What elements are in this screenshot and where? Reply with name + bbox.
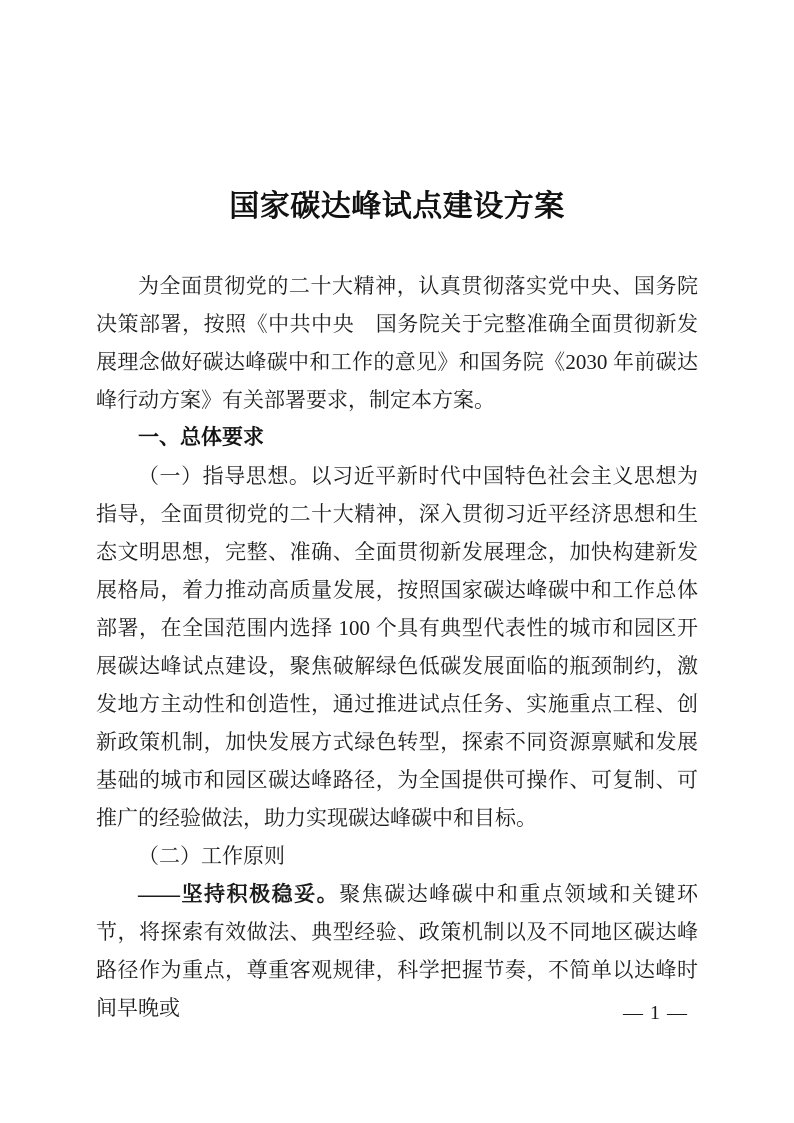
intro-paragraph [96,267,698,419]
page-number: — 1 — [623,1002,688,1024]
guiding-thought-text: 以习近平新时代中国特色社会主义思想为指导，全面贯彻党的二十大精神，深入贯彻习近平经济思想和生态文明思想，完整、准确、全面贯彻新发展理念，加快构建新发展格局，着力推动高质量发展，按照国家碳达峰碳中和工作总体部署，在全国范围内选择 100 个具有典型代表性的城市和园区开展碳达峰试点建设，聚焦破解绿色低碳发展面临的瓶颈制约，激发地方主动性和创造性，通过推进试点任务、实施重点工程、创新政策机制，加快发展方式绿色转型，探索不同资源禀赋和发展基础的城市和园区碳达峰路径，为全国提供可操作、可复制、可推广的经验做法，助力实现碳达峰碳中和目标。 [96,464,699,830]
work-principles-heading: （二）工作原则 [138,844,285,868]
section-heading-overall-requirements: 一、总体要求 [138,426,264,449]
principle-text: 聚焦碳达峰碳中和重点领域和关键环节，将探索有效做法、典型经验、政策机制以及不同地区碳达峰路径作为重点，尊重客观规律，科学把握节奏，不简单以达峰时间早晚或 [96,882,699,1020]
intro-paragraph-text: 为全面贯彻党的二十大精神，认真贯彻落实党中央、国务院决策部署，按照《中共中央 国务院关于完整准确全面贯彻新发展理念做好碳达峰碳中和工作的意见》和国务院《2030 年前碳达峰行动方案》有关部署要求，制定本方案。 [96,274,698,412]
guiding-thought-lead: （一）指导思想。 [138,464,311,488]
guiding-thought-paragraph [96,457,698,837]
document-body [96,267,698,1027]
principle-lead: ——坚持积极稳妥。 [138,882,340,906]
document-title: 国家碳达峰试点建设方案 [229,190,565,223]
principle-paragraph [96,875,698,1027]
